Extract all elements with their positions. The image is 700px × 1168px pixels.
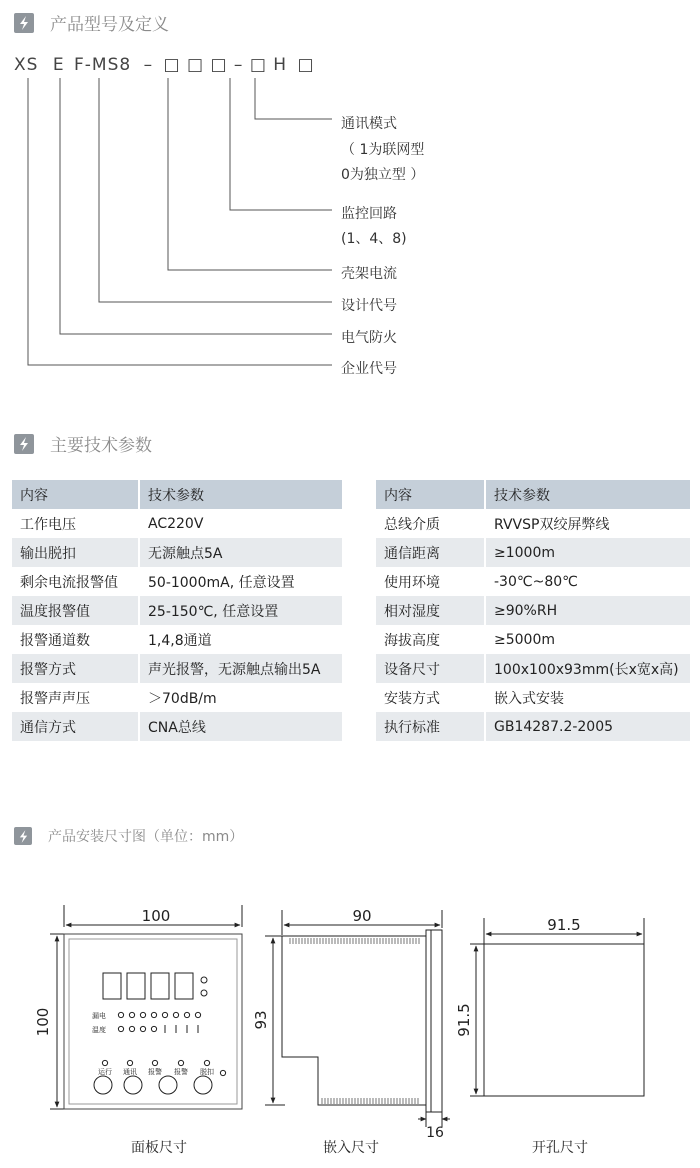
spec-table-right: [376, 480, 690, 741]
def-fire-protection: 电气防火: [341, 330, 397, 346]
cell-value: 嵌入式安装: [485, 683, 690, 712]
table-row: [12, 567, 342, 596]
cell-value: ＞70dB/m: [139, 683, 342, 712]
button-label: 脱扣: [200, 1068, 214, 1076]
table-row: [376, 538, 690, 567]
code-seg-company: XS: [14, 55, 39, 75]
cell-value: 1,4,8通道: [139, 625, 342, 654]
def-comm-mode-1: （ 1为联网型: [341, 142, 425, 158]
def-frame-current: 壳架电流: [341, 266, 397, 282]
code-box: □: [297, 55, 315, 75]
cell-item: 安装方式: [376, 683, 485, 712]
cell-value: CNA总线: [139, 712, 342, 741]
section-header-specs: [14, 431, 152, 456]
code-box: □: [186, 55, 205, 75]
code-dash: –: [233, 55, 244, 75]
table-row: [376, 596, 690, 625]
panel-width-label: 100: [141, 907, 171, 925]
cell-value: 25-150℃, 任意设置: [139, 596, 342, 625]
cell-item: 工作电压: [12, 509, 139, 538]
section-title: 主要技术参数: [50, 436, 152, 456]
table-row: [12, 625, 342, 654]
def-comm-mode-0: 0为独立型 ）: [341, 167, 425, 183]
def-design-code: 设计代号: [341, 298, 397, 314]
spec-table-left: [12, 480, 342, 741]
cell-item: 报警通道数: [12, 625, 139, 654]
cutout-width-label: 91.5: [547, 916, 581, 934]
code-box: □: [249, 55, 267, 75]
code-dash: –: [143, 55, 154, 75]
embed-depth-label: 16: [426, 1125, 444, 1141]
lightning-icon: [14, 434, 34, 454]
cell-item: 使用环境: [376, 567, 485, 596]
section-header-dimensions: [14, 826, 243, 846]
button-label: 报警: [148, 1068, 162, 1076]
embed-caption: 嵌入尺寸: [323, 1140, 379, 1156]
table-header: [376, 480, 690, 509]
table-row: [376, 625, 690, 654]
cell-item: 输出脱扣: [12, 538, 139, 567]
embed-width-label: 90: [352, 907, 372, 925]
table-row: [12, 538, 342, 567]
cell-value: 100x100x93mm(长x宽x高): [485, 654, 690, 683]
cell-item: 剩余电流报警值: [12, 567, 139, 596]
panel-height-label: 100: [34, 1007, 52, 1037]
section-title: 产品型号及定义: [50, 15, 169, 35]
cell-item: 设备尺寸: [376, 654, 485, 683]
table-row: [12, 712, 342, 741]
header-cell: 内容: [12, 480, 139, 509]
button-label: 通讯: [123, 1068, 137, 1076]
table-header: [12, 480, 342, 509]
cutout-drawing: [470, 918, 644, 1096]
code-box: □: [210, 55, 228, 75]
table-row: [12, 654, 342, 683]
led-row1-label: 漏电: [92, 1012, 106, 1020]
def-monitor-loops-values: (1、4、8): [341, 231, 407, 247]
cell-item: 通信方式: [12, 712, 139, 741]
def-company-code: 企业代号: [341, 361, 397, 377]
code-seg-fire: E: [52, 55, 65, 75]
cell-item: 海拔高度: [376, 625, 485, 654]
table-row: [12, 683, 342, 712]
cell-value: -30℃~80℃: [485, 567, 690, 596]
cell-value: RVVSP双绞屏弊线: [485, 509, 690, 538]
cell-value: ≥1000m: [485, 538, 690, 567]
cell-value: 无源触点5A: [139, 538, 342, 567]
cell-item: 报警方式: [12, 654, 139, 683]
button-label: 报警: [174, 1068, 188, 1076]
cell-item: 温度报警值: [12, 596, 139, 625]
table-row: [376, 509, 690, 538]
cell-value: AC220V: [139, 509, 342, 538]
cell-value: 声光报警，无源触点输出5A: [139, 654, 342, 683]
embed-height-label: 93: [252, 1010, 270, 1030]
code-seg-h: H: [273, 55, 288, 75]
cell-item: 报警声声压: [12, 683, 139, 712]
cell-value: ≥5000m: [485, 625, 690, 654]
code-seg-design: F-MS8: [74, 55, 132, 75]
button-label: 运行: [98, 1068, 112, 1076]
cell-item: 相对湿度: [376, 596, 485, 625]
header-cell: 内容: [376, 480, 485, 509]
embed-drawing: [265, 910, 450, 1127]
table-row: [376, 654, 690, 683]
cell-value: ≥90%RH: [485, 596, 690, 625]
def-monitor-loops: 监控回路: [341, 206, 397, 222]
led-row2-label: 温度: [92, 1026, 106, 1034]
cell-item: 执行标准: [376, 712, 485, 741]
cell-value: GB14287.2-2005: [485, 712, 690, 741]
panel-drawing: [50, 905, 242, 1109]
cell-item: 通信距离: [376, 538, 485, 567]
section-title: 产品安装尺寸图（单位：mm）: [48, 829, 244, 845]
cell-value: 50-1000mA, 任意设置: [139, 567, 342, 596]
lightning-icon: [14, 827, 32, 845]
table-row: [376, 712, 690, 741]
table-row: [12, 509, 342, 538]
header-cell: 技术参数: [139, 480, 342, 509]
cell-item: 总线介质: [376, 509, 485, 538]
cutout-caption: 开孔尺寸: [532, 1140, 588, 1156]
code-box: □: [163, 55, 181, 75]
table-row: [376, 567, 690, 596]
table-row: [376, 683, 690, 712]
cutout-height-label: 91.5: [455, 1003, 473, 1037]
def-comm-mode: 通讯模式: [341, 116, 397, 132]
panel-caption: 面板尺寸: [131, 1140, 187, 1156]
table-row: [12, 596, 342, 625]
header-cell: 技术参数: [485, 480, 690, 509]
dimension-drawings: [0, 895, 700, 1145]
